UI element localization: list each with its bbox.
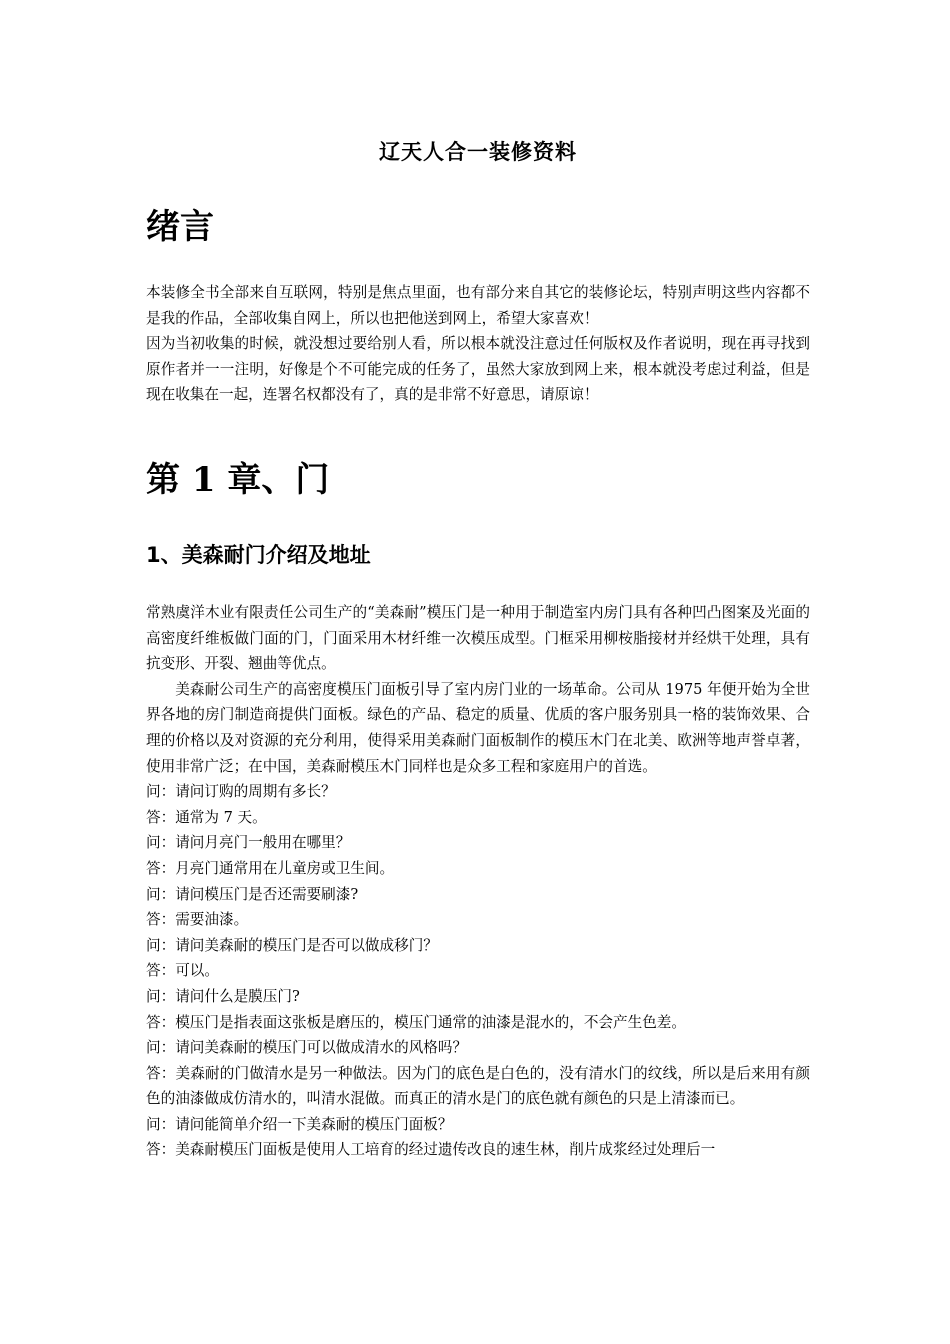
body-paragraph: 美森耐公司生产的高密度模压门面板引导了室内房门业的一场革命。公司从 1975 年便开始为全世界各地的房门制造商提供门面板。绿色的产品、稳定的质量、优质的客户服务别具一格的装饰效果、合理的价格以及对资源的充分利用，使得采用美森耐门面板制作的模压木门在北美、欧洲等地声誉卓著，使用非常广泛；在中国，美森耐模压木门同样也是众多工程和家庭用户的首选。 xyxy=(146,680,810,775)
faq-question: 问：请问美森耐的模压门可以做成清水的风格吗？ xyxy=(146,1039,468,1057)
faq-question: 问：请问月亮门一般用在哪里？ xyxy=(146,834,351,852)
document-page xyxy=(146,0,810,1344)
faq-answer: 答：美森耐模压门面板是使用人工培育的经过遗传改良的速生林，削片成浆经过处理后一 xyxy=(146,1141,716,1159)
section-body xyxy=(146,600,810,1163)
faq-answer: 答：月亮门通常用在儿童房或卫生间。 xyxy=(146,859,395,877)
intro-paragraph: 本装修全书全部来自互联网，特别是焦点里面，也有部分来自其它的装修论坛，特别声明这些内容都不是我的作品，全部收集自网上，所以也把他送到网上，希望大家喜欢！ xyxy=(146,284,810,327)
faq-answer: 答：模压门是指表面这张板是磨压的，模压门通常的油漆是混水的，不会产生色差。 xyxy=(146,1013,686,1031)
faq-question: 问：请问能简单介绍一下美森耐的模压门面板？ xyxy=(146,1115,453,1133)
faq-question: 问：请问模压门是否还需要刷漆? xyxy=(146,885,359,903)
faq-question: 问：请问什么是膜压门? xyxy=(146,987,300,1005)
intro-text xyxy=(146,280,810,408)
faq-answer: 答：可以。 xyxy=(146,962,219,980)
faq-answer: 答：需要油漆。 xyxy=(146,911,249,929)
faq-question: 问：请问订购的周期有多长？ xyxy=(146,783,336,801)
document-title: 辽天人合一装修资料 xyxy=(379,139,577,164)
faq-answer: 答：通常为 7 天。 xyxy=(146,808,267,826)
body-paragraph: 常熟虞洋木业有限责任公司生产的“美森耐”模压门是一种用于制造室内房门具有各种凹凸图案及光面的高密度纤维板做门面的门，门面采用木材纤维一次模压成型。门框采用柳桉脂接材并经烘干处理，具有抗变形、开裂、翘曲等优点。 xyxy=(146,604,810,673)
intro-heading: 绪言 xyxy=(146,207,214,247)
faq-answer: 答：美森耐的门做清水是另一种做法。因为门的底色是白色的，没有清水门的纹线，所以是后来用有颜色的油漆做成仿清水的，叫清水混做。而真正的清水是门的底色就有颜色的只是上清漆而已。 xyxy=(146,1064,810,1108)
chapter-heading: 第 1 章、门 xyxy=(146,460,330,500)
section-heading: 1、美森耐门介绍及地址 xyxy=(146,543,371,567)
faq-question: 问：请问美森耐的模压门是否可以做成移门？ xyxy=(146,936,438,954)
intro-paragraph: 因为当初收集的时候，就没想过要给别人看，所以根本就没注意过任何版权及作者说明，现在再寻找到原作者并一一注明，好像是个不可能完成的任务了，虽然大家放到网上来，根本就没考虑过利益，但是现在收集在一起，连署名权都没有了，真的是非常不好意思，请原谅！ xyxy=(146,335,810,404)
